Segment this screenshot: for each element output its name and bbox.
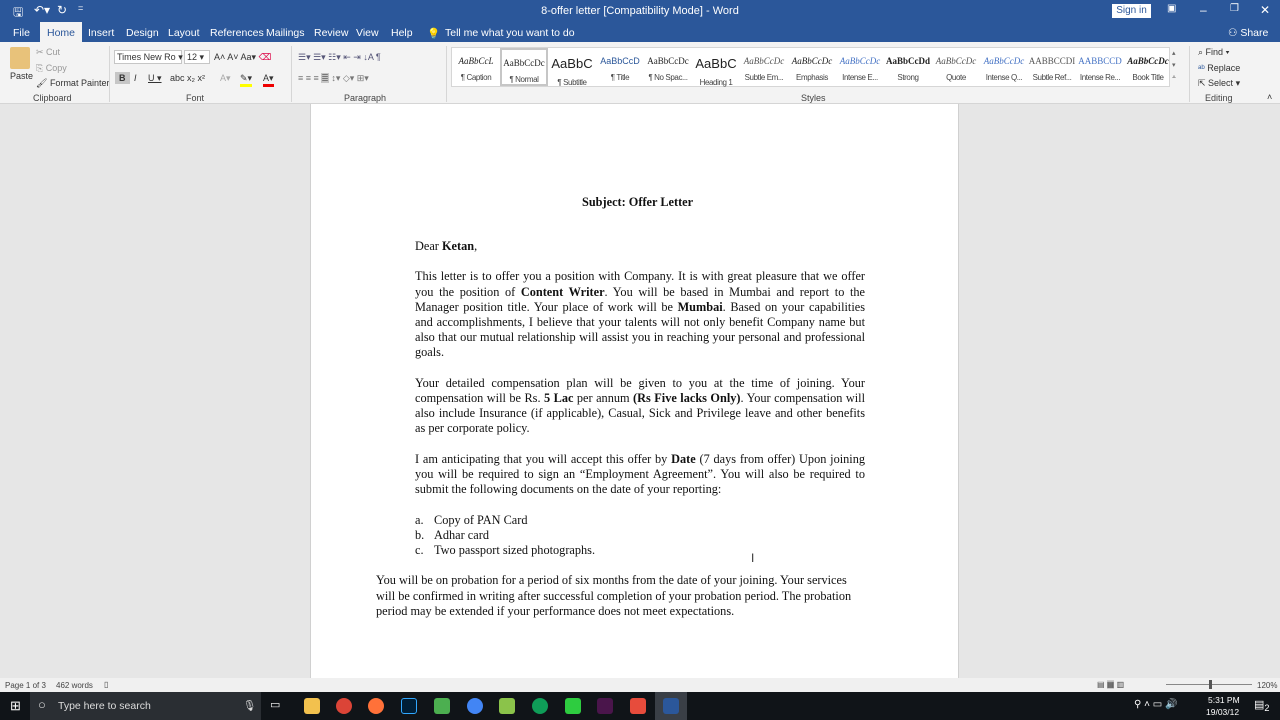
style-preview: AaBbCcD [600, 56, 640, 66]
style-item[interactable] [596, 48, 644, 86]
text: per annum [573, 391, 634, 405]
app-icon[interactable] [499, 698, 515, 714]
lightbulb-icon: 💡 [427, 28, 441, 40]
divider [291, 46, 292, 102]
style-preview: AaBbCcDd [885, 56, 930, 66]
list-text: Copy of PAN Card [434, 512, 528, 527]
clear-format-icon[interactable]: ⌫ [258, 52, 272, 62]
style-preview: AaBbCcDc [791, 56, 833, 66]
text: This letter is to offer you a position with Company. It is with great pleasure that we offer you the position of [415, 269, 865, 299]
style-item[interactable] [1124, 48, 1172, 86]
style-name: Emphasis [796, 73, 828, 82]
paragraph-probation: You will be on probation for a period of six months from the date of your joining. Your services will be confirmed in writing after successful completion of your probation period. The probation period may be extended if your performance does not meet expectations. [376, 573, 852, 618]
paste-button[interactable]: Paste [10, 71, 34, 81]
undo-icon[interactable]: ↶▾ [34, 3, 51, 17]
position-title: Content Writer [520, 284, 605, 299]
close-button[interactable]: ✕ [1260, 3, 1271, 17]
app-icon[interactable] [532, 698, 548, 714]
tab-mailings[interactable]: Mailings [266, 27, 305, 39]
notification-count: 2 [1264, 703, 1270, 714]
style-preview: AaBbCcDc [983, 56, 1025, 66]
greeting-comma: , [474, 239, 478, 253]
word-count[interactable]: 462 words [56, 681, 93, 690]
list-marker: c. [415, 543, 424, 557]
style-item[interactable] [692, 48, 740, 86]
list-item [415, 543, 865, 558]
cut-button[interactable]: ✂ Cut [36, 47, 61, 57]
word-icon [663, 698, 679, 714]
style-name: ¶ Title [610, 73, 630, 82]
paragraph-group-label: Paragraph [344, 93, 387, 103]
list-item [415, 513, 865, 528]
restore-button[interactable]: ❐ [1230, 3, 1239, 14]
title-bar [0, 0, 1280, 22]
tab-insert[interactable]: Insert [88, 27, 115, 39]
style-name: Intense Q... [985, 73, 1023, 82]
style-name: Intense E... [842, 73, 878, 82]
page-count[interactable]: Page 1 of 3 [5, 681, 46, 690]
style-name: ¶ No Spac... [648, 73, 688, 82]
slack-icon[interactable] [597, 698, 613, 714]
align-buttons-icons[interactable]: ≡ ≡ ≡ ≣ ↕▾ ◇▾ ⊞▾ [298, 73, 369, 83]
windows-start-icon[interactable]: ⊞ [10, 698, 21, 713]
chrome-icon[interactable] [336, 698, 352, 714]
replace-label: Replace [1207, 63, 1241, 73]
ribbon-tabs [0, 22, 1280, 42]
copy-button[interactable]: ⎘ Copy [36, 63, 67, 73]
proofing-icon[interactable]: ▯ [104, 680, 109, 689]
font-color-icon[interactable]: A▾ [263, 73, 274, 87]
tab-references[interactable]: References [210, 27, 264, 39]
tab-view[interactable]: View [356, 27, 379, 39]
format-painter-label: Format Painter [49, 78, 110, 88]
list-marker: a. [415, 512, 424, 527]
document-body [376, 239, 865, 619]
text: . Your compensation will also include Insurance (if applicable), Casual, Sick and Privilege leave and other benefits as per corporate policy. [415, 391, 865, 436]
zoom-level[interactable]: 120% [1257, 681, 1278, 690]
salary: 5 Lac [544, 391, 574, 405]
style-preview: AaBbCcL [458, 56, 494, 66]
task-view-icon[interactable]: ▭ [270, 699, 281, 711]
tab-layout[interactable]: Layout [168, 27, 200, 39]
app-icon[interactable] [630, 698, 646, 714]
subject-line: Subject: Offer Letter [582, 195, 694, 209]
clock-date[interactable]: 19/03/12 [1206, 707, 1240, 717]
tab-help[interactable]: Help [391, 27, 413, 39]
minimize-button[interactable]: – [1200, 3, 1207, 17]
font-name-select[interactable]: Times New Ro ▾ [114, 50, 182, 64]
strike-sub-sup-icons[interactable]: abc x₂ x² [170, 73, 206, 83]
divider [1189, 46, 1190, 102]
replace-button[interactable] [1198, 63, 1240, 73]
app-icon[interactable] [434, 698, 450, 714]
photoshop-icon[interactable] [401, 698, 417, 714]
word-taskbar-button[interactable] [655, 692, 687, 720]
style-item[interactable] [548, 48, 596, 86]
style-item[interactable] [788, 48, 836, 86]
style-name: ¶ Subtitle [557, 78, 587, 87]
style-preview: AABBCCD [1078, 56, 1122, 66]
style-item[interactable] [836, 48, 884, 86]
cut-label: Cut [46, 47, 61, 57]
style-name: Subtle Em... [744, 73, 784, 82]
style-name: Strong [897, 73, 919, 82]
cortana-icon: ○ [38, 697, 46, 712]
text: (7 days from offer) Upon joining you will be required to sign an “Employment Agreement”. You will also be required to submit the following documents on the date of your reporting: [415, 451, 865, 497]
taskbar-search[interactable] [30, 692, 261, 720]
chrome-profile-icon[interactable] [467, 698, 483, 714]
text: . You will be based in Mumbai and report to the Manager position title. Your place of work will be [415, 284, 865, 314]
customize-qat-icon[interactable]: = [78, 3, 84, 13]
style-item[interactable] [932, 48, 980, 86]
style-preview: AABBCCDI [1028, 56, 1076, 66]
recipient-name: Ketan [441, 239, 475, 253]
style-preview: AaBbCcDc [647, 56, 689, 66]
copy-label: Copy [45, 63, 67, 73]
file-explorer-icon[interactable] [304, 698, 320, 714]
paragraph-acceptance [415, 452, 865, 498]
text: . Based on your capabilities and accomplishments, I believe that your talents will not only benefit Company name but also that our mutual relationship will assist you in reaching your personal and professional goals. [415, 299, 865, 360]
style-item[interactable] [452, 48, 500, 86]
highlight-icon[interactable]: ✎▾ [240, 73, 252, 87]
window-title: 8-offer letter [Compatibility Mode] - Word [541, 5, 739, 17]
style-name: Book Title [1132, 73, 1164, 82]
ribbon [0, 42, 1280, 104]
style-preview: AaBbCcDc [743, 56, 785, 66]
firefox-icon[interactable] [368, 698, 384, 714]
find-button[interactable]: ⌕ Find ▾ [1198, 47, 1230, 57]
style-item[interactable] [1076, 48, 1124, 86]
list-text: Two passport sized photographs. [434, 543, 596, 557]
style-name: Subtle Ref... [1032, 73, 1072, 82]
style-name: ¶ Caption [460, 73, 492, 82]
paste-icon[interactable] [10, 47, 30, 69]
style-preview: AaBbC [551, 56, 593, 71]
date-field: Date [671, 451, 696, 466]
greeting-text: Dear [415, 239, 442, 253]
clipboard-group-label: Clipboard [33, 93, 72, 103]
font-group-label: Font [186, 93, 205, 103]
style-name: Heading 1 [699, 78, 733, 87]
style-preview: AaBbCcDc [935, 56, 977, 66]
tray-icons[interactable]: ⚲ ˄ ▭ 🔊 [1134, 699, 1178, 710]
taskbar [0, 692, 1280, 720]
list-buttons-icons[interactable]: ☰▾ ☰▾ ☷▾ ⇤ ⇥ ↓A ¶ [298, 52, 381, 62]
divider [109, 46, 110, 102]
sign-in-button[interactable]: Sign in [1112, 4, 1151, 18]
tab-design[interactable]: Design [126, 27, 159, 39]
style-name: Quote [946, 73, 966, 82]
style-item[interactable] [644, 48, 692, 86]
tab-file[interactable]: File [13, 27, 30, 39]
tell-me-search[interactable]: Tell me what you want to do [445, 27, 575, 39]
style-item[interactable] [500, 48, 548, 86]
underline-button[interactable]: U ▾ [148, 73, 162, 83]
style-preview: AaBbCcDc [839, 56, 881, 66]
text-effects-icon[interactable]: A▾ [220, 73, 231, 83]
style-item[interactable] [1028, 48, 1076, 86]
bold-button[interactable]: B [115, 72, 130, 84]
style-item[interactable] [740, 48, 788, 86]
style-preview: AaBbCcDc [503, 58, 545, 68]
styles-scroll[interactable]: ▴ ▾ ⩡ [1172, 50, 1176, 81]
status-bar [0, 678, 1280, 692]
list-marker: b. [415, 527, 425, 542]
salary-words: (Rs Five lacks Only) [633, 391, 741, 405]
paragraph-position [415, 269, 865, 360]
style-item[interactable] [884, 48, 932, 86]
select-button[interactable]: ⇱ Select ▾ [1198, 78, 1241, 88]
work-location: Mumbai [677, 299, 723, 314]
search-placeholder: Type here to search [58, 700, 151, 712]
text: I am anticipating that you will accept this offer by [415, 451, 672, 466]
notifications-icon[interactable]: $▤_2$ [1254, 699, 1270, 714]
zoom-slider[interactable] [1166, 678, 1252, 692]
font-size-value: 12 [187, 52, 198, 62]
grow-shrink-font-icons[interactable]: A˄ A˅ Aa▾ ⌫ [214, 52, 272, 62]
style-preview: AaBbC [695, 56, 737, 71]
text: Your detailed compensation plan will be given to you at the time of joining. Your compensation will be Rs. [415, 375, 865, 405]
list-text: Adhar card [434, 527, 489, 542]
tab-home[interactable]: Home [40, 22, 82, 42]
style-preview: AaBbCcDc [1127, 56, 1169, 66]
microphone-icon[interactable]: 🎙 [243, 700, 257, 712]
editing-group-label: Editing [1205, 93, 1233, 103]
italic-button[interactable]: I [134, 73, 137, 83]
replace-icon: ᵃᵇ [1198, 63, 1205, 73]
font-name-value: Times New Ro [117, 52, 176, 62]
camtasia-icon[interactable] [565, 698, 581, 714]
collapse-ribbon-icon[interactable]: ˄ [1267, 92, 1273, 102]
view-mode-icons[interactable]: ▤ ▦ ▥ [1097, 680, 1125, 689]
paragraph-compensation [415, 376, 865, 437]
format-painter-button[interactable]: 🖌 Format Painter [36, 78, 110, 88]
greeting [415, 239, 865, 254]
save-icon[interactable]: 🖫 [13, 5, 24, 19]
list-item [415, 528, 865, 543]
zoom-thumb[interactable] [1209, 680, 1212, 689]
styles-gallery [451, 47, 1170, 87]
share-label: Share [1240, 27, 1269, 39]
ribbon-display-icon[interactable]: ▣ [1167, 3, 1177, 14]
find-label: Find [1205, 47, 1224, 57]
clock-time[interactable]: 5:31 PM [1208, 695, 1240, 705]
style-item[interactable] [980, 48, 1028, 86]
share-button[interactable]: ⚇ Share [1228, 27, 1269, 39]
tab-review[interactable]: Review [314, 27, 349, 39]
style-name: ¶ Normal [509, 75, 539, 84]
styles-group-label: Styles [801, 93, 826, 103]
redo-icon[interactable]: ↻ [57, 3, 68, 17]
text-cursor-icon: I [751, 551, 755, 565]
divider [446, 46, 447, 102]
documents-list [415, 513, 865, 559]
font-size-select[interactable]: 12 ▾ [184, 50, 210, 64]
select-label: Select [1208, 78, 1234, 88]
style-name: Intense Re... [1079, 73, 1121, 82]
